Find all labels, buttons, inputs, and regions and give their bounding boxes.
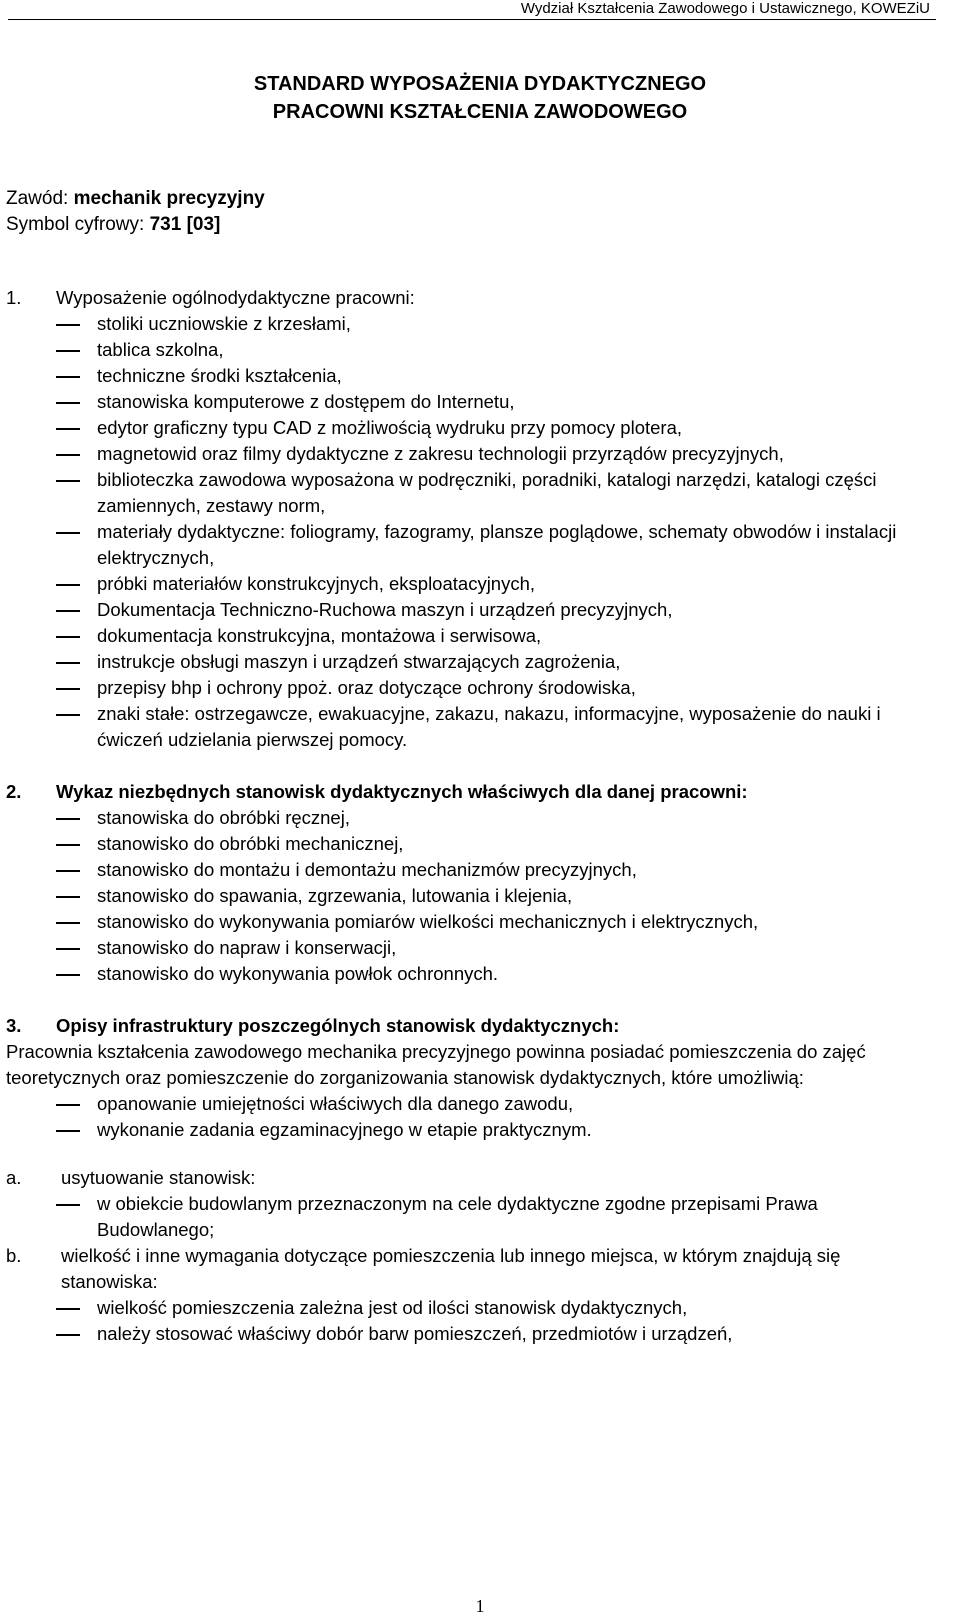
subsection-b-list (6, 1295, 936, 1347)
section-2-list (6, 805, 936, 987)
list-item: stoliki uczniowskie z krzesłami, (6, 311, 936, 337)
subsection-b-heading (6, 1243, 936, 1295)
document-title (0, 70, 960, 126)
header-divider (8, 19, 936, 20)
section-2-number: 2. (6, 781, 22, 802)
profession-label: Zawód: (6, 188, 74, 209)
list-item: materiały dydaktyczne: foliogramy, fazogramy, plansze poglądowe, schematy obwodów i instalacji elektrycznych, (6, 519, 936, 571)
section-1-heading (6, 285, 936, 311)
list-item: opanowanie umiejętności właściwych dla danego zawodu, (6, 1091, 936, 1117)
header-text: Wydział Kształcenia Zawodowego i Ustawicznego, KOWEZiU (520, 0, 930, 17)
profession-value: mechanik precyzyjny (73, 188, 265, 209)
section-1-title: Wyposażenie ogólnodydaktyczne pracowni: (56, 287, 415, 308)
list-item: stanowisko do wykonywania powłok ochronnych. (6, 961, 936, 987)
document-meta (6, 186, 265, 238)
list-item: stanowisko do spawania, zgrzewania, lutowania i klejenia, (6, 883, 936, 909)
list-item: wielkość pomieszczenia zależna jest od ilości stanowisk dydaktycznych, (6, 1295, 936, 1321)
section-1-number: 1. (6, 287, 22, 308)
list-item: stanowisko do napraw i konserwacji, (6, 935, 936, 961)
symbol-label: Symbol cyfrowy: (6, 214, 150, 235)
subsection-b-letter: b. (6, 1245, 22, 1266)
list-item: biblioteczka zawodowa wyposażona w podręczniki, poradniki, katalogi narzędzi, katalogi części zamiennych, zestawy norm, (6, 467, 936, 519)
section-3-list (6, 1091, 936, 1143)
profession-line (6, 186, 265, 212)
list-item: stanowiska do obróbki ręcznej, (6, 805, 936, 831)
list-item: wykonanie zadania egzaminacyjnego w etapie praktycznym. (6, 1117, 936, 1143)
list-item: edytor graficzny typu CAD z możliwością wydruku przy pomocy plotera, (6, 415, 936, 441)
list-item: w obiekcie budowlanym przeznaczonym na cele dydaktyczne zgodne przepisami Prawa Budowlanego; (6, 1191, 936, 1243)
symbol-value: 731 [03] (149, 214, 221, 235)
page-header (0, 0, 960, 20)
subsection-a-letter: a. (6, 1167, 22, 1188)
subsection-a-title: usytuowanie stanowisk: (61, 1167, 256, 1188)
symbol-line (6, 212, 265, 238)
list-item: magnetowid oraz filmy dydaktyczne z zakresu technologii przyrządów precyzyjnych, (6, 441, 936, 467)
section-3-number: 3. (6, 1015, 22, 1036)
title-line-2: PRACOWNI KSZTAŁCENIA ZAWODOWEGO (272, 101, 688, 123)
section-3-heading (6, 1013, 936, 1039)
list-item: znaki stałe: ostrzegawcze, ewakuacyjne, zakazu, nakazu, informacyjne, wyposażenie do nauki i ćwiczeń udzielania pierwszej pomocy. (6, 701, 936, 753)
list-item: stanowisko do obróbki mechanicznej, (6, 831, 936, 857)
section-3-paragraph: Pracownia kształcenia zawodowego mechanika precyzyjnego powinna posiadać pomieszczenia do zajęć teoretycznych oraz pomieszczenie do zorganizowania stanowisk dydaktycznych, które umożliwią: (6, 1041, 866, 1088)
section-2-heading (6, 779, 936, 805)
list-item: tablica szkolna, (6, 337, 936, 363)
list-item: instrukcje obsługi maszyn i urządzeń stwarzających zagrożenia, (6, 649, 936, 675)
subsection-b-title: wielkość i inne wymagania dotyczące pomieszczenia lub innego miejsca, w którym znajdują się stanowiska: (61, 1245, 841, 1292)
section-1-list (6, 311, 936, 753)
section-3-title: Opisy infrastruktury poszczególnych stanowisk dydaktycznych: (56, 1015, 620, 1036)
list-item: techniczne środki kształcenia, (6, 363, 936, 389)
page-number: 1 (475, 1596, 485, 1616)
list-item: próbki materiałów konstrukcyjnych, eksploatacyjnych, (6, 571, 936, 597)
document-body (6, 285, 936, 1347)
list-item: stanowisko do montażu i demontażu mechanizmów precyzyjnych, (6, 857, 936, 883)
list-item: należy stosować właściwy dobór barw pomieszczeń, przedmiotów i urządzeń, (6, 1321, 936, 1347)
subsection-a-list (6, 1191, 936, 1243)
title-line-1: STANDARD WYPOSAŻENIA DYDAKTYCZNEGO (253, 73, 707, 95)
list-item: stanowisko do wykonywania pomiarów wielkości mechanicznych i elektrycznych, (6, 909, 936, 935)
subsection-a-heading (6, 1165, 936, 1191)
list-item: stanowiska komputerowe z dostępem do Internetu, (6, 389, 936, 415)
list-item: Dokumentacja Techniczno-Ruchowa maszyn i urządzeń precyzyjnych, (6, 597, 936, 623)
section-2-title: Wykaz niezbędnych stanowisk dydaktycznych właściwych dla danej pracowni: (56, 781, 748, 802)
list-item: dokumentacja konstrukcyjna, montażowa i serwisowa, (6, 623, 936, 649)
list-item: przepisy bhp i ochrony ppoż. oraz dotyczące ochrony środowiska, (6, 675, 936, 701)
